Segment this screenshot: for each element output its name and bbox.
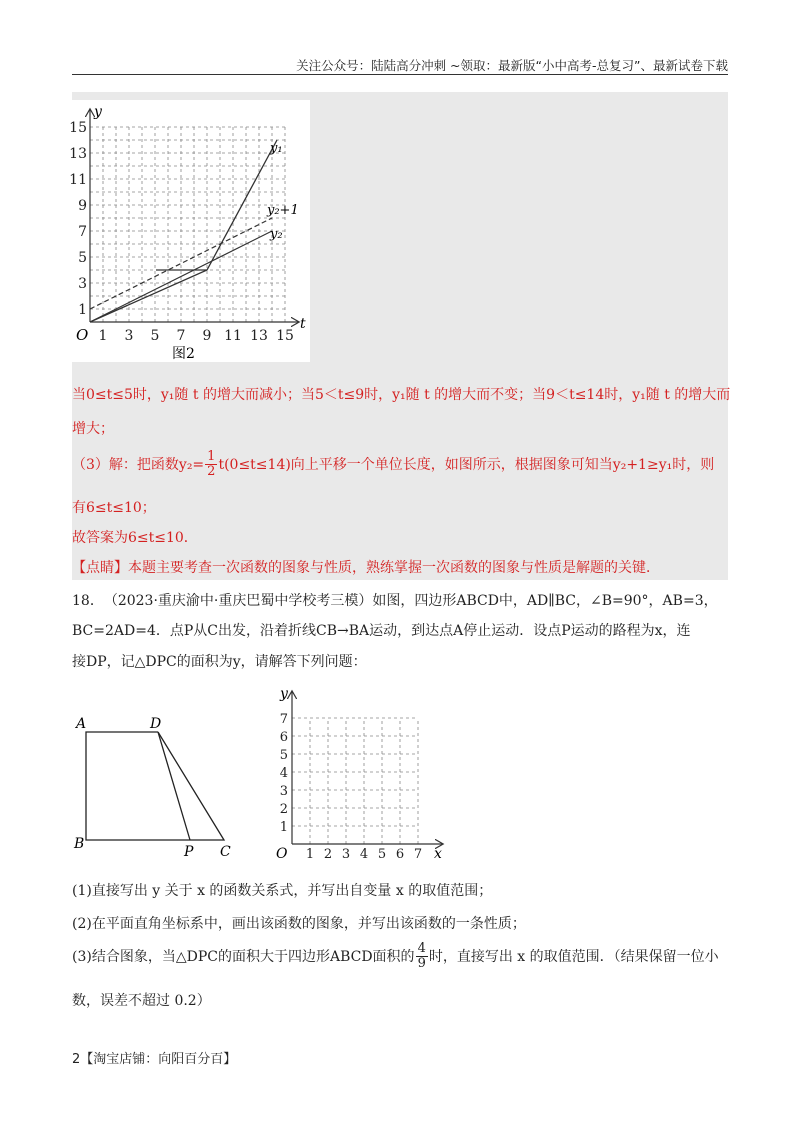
quadrilateral-abcd-figure [72,710,242,860]
function-graph-figure-2 [69,100,310,362]
fraction-denominator: 2 [207,463,216,479]
grid2-x-tick: 5 [377,847,387,862]
grid2-y-tick: 1 [279,820,288,835]
vertex-d: D [150,716,162,732]
grid2-y-tick: 6 [279,730,288,745]
point-p: P [184,844,194,860]
grid2-y-tick: 7 [279,712,288,727]
graph1-svg [69,100,310,362]
vertex-c: C [220,844,231,860]
grid2-y-tick: 2 [279,802,288,817]
y2-label: y₂ [270,227,283,242]
graph1-t-tick: 11 [224,328,242,344]
header-divider [72,74,728,75]
y2-plus-1-label: y₂+1 [267,203,299,218]
graph1-y-tick: 5 [78,250,87,266]
grid2-y-tick: 3 [279,784,288,799]
solution-line-1: 当0≤t≤5时，y₁随 t 的增大而减小；当5＜t≤9时，y₁随 t 的增大而不变；当9＜t≤14时，y₁随 t 的增大而 [72,387,731,403]
grid2-y-tick: 4 [279,766,288,781]
graph1-t-tick: 15 [276,328,294,344]
grid2-x-tick: 3 [341,847,351,862]
graph1-t-tick: 13 [250,328,268,344]
grid2-y-label: y [280,686,288,702]
grid2-x-tick: 2 [323,847,333,862]
figure-caption: 图2 [172,346,195,362]
sub-question-1: (1)直接写出 y 关于 x 的函数关系式，并写出自变量 x 的取值范围； [72,883,493,899]
grid2-x-tick: 1 [305,847,315,862]
t-axis-label: t [300,316,306,332]
blank-coordinate-grid [262,686,452,864]
grid2-x-tick: 7 [413,847,423,862]
grid2-y-tick: 5 [279,748,288,763]
graph1-y-tick: 7 [78,224,87,240]
graph1-t-tick: 1 [98,328,108,344]
grid2-origin: O [276,846,288,862]
sub-question-3-prefix: (3)结合图象，当△DPC的面积大于四边形ABCD面积的 [72,949,415,966]
solution-line-4: 有6≤t≤10； [72,500,156,516]
grid2-svg [262,686,452,864]
sub-question-3-suffix: 时，直接写出 x 的取值范围．（结果保留一位小 [428,949,719,966]
graph1-y-tick: 3 [78,276,87,292]
sub-question-3 [72,942,719,970]
solution-line-5: 故答案为6≤t≤10． [72,530,198,546]
question-18-line-1: 18． （2023·重庆渝中·重庆巴蜀中学校考三模）如图，四边形ABCD中，AD∥BC，∠B=90°，AB=3， [72,593,718,609]
graph1-y-tick: 15 [69,120,87,136]
vertex-a: A [76,716,87,732]
sub-question-3-continued: 数，误差不超过 0.2） [72,993,211,1009]
graph1-y-tick: 9 [78,198,87,214]
fraction-numerator: 4 [417,941,426,956]
graph1-t-tick: 7 [176,328,186,344]
page-footer: 2【淘宝店铺：向阳百分百】 [72,1052,237,1067]
origin-label: O [76,326,89,344]
solution-line-3-prefix: （3）解：把函数y₂= [72,457,205,474]
key-point-note: 【点睛】本题主要考查一次函数的图象与性质，熟练掌握一次函数的图象与性质是解题的关键． [72,560,660,576]
fraction-four-ninths [416,942,428,970]
graph1-y-tick: 13 [69,146,87,162]
question-18-line-2: BC=2AD=4．点P从C出发，沿着折线CB→BA运动，到达点A停止运动．设点P运动的路程为x，连 [72,623,691,639]
fraction-numerator: 1 [207,449,216,464]
fraction-one-half [205,450,217,478]
page-header: 关注公众号：陆陆高分冲刺 ~领取：最新版“小中高考-总复习”、最新试卷下载 [296,58,728,73]
y-axis-label: y [94,104,102,120]
grid2-x-tick: 4 [359,847,369,862]
graph1-t-tick: 3 [124,328,134,344]
graph1-t-tick: 9 [202,328,212,344]
solution-line-2: 增大； [72,421,114,437]
quad-svg [72,710,242,860]
graph1-t-tick: 5 [150,328,160,344]
question-18-line-3: 接DP，记△DPC的面积为y，请解答下列问题： [72,654,367,670]
sub-question-2: (2)在平面直角坐标系中，画出该函数的图象，并写出该函数的一条性质； [72,916,526,932]
solution-line-3 [72,450,714,478]
graph1-y-tick: 1 [78,302,87,318]
graph1-y-tick: 11 [69,172,87,188]
vertex-b: B [74,836,85,852]
grid2-x-tick: 6 [395,847,405,862]
fraction-denominator: 9 [417,955,426,971]
grid2-x-label: x [434,846,442,862]
solution-line-3-suffix: t(0≤t≤14)向上平移一个单位长度，如图所示，根据图象可知当y₂+1≥y₁时，则 [218,457,715,474]
y1-label: y₁ [270,141,283,156]
